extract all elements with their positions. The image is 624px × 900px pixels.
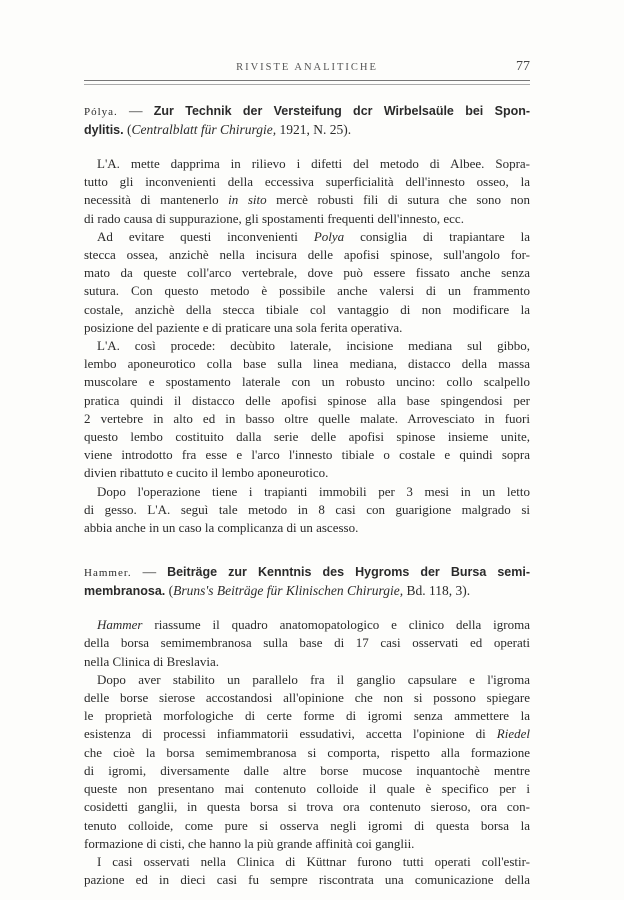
article-title-cont: membranosa. [84,584,166,599]
header-rule-thin [84,84,530,85]
page-body [84,102,530,889]
text-line: muscolare e spostamento laterale con un robusto uncino: collo scalpello [84,374,530,390]
text-line: tutto gli inconvenienti della eccessiva superficialità dell'innesto osseo, la [84,174,530,190]
text-line: che cioè la borsa semimembranosa si comporta, rispetto alla formazione [84,744,530,760]
text-line: formazione di cisti, che hanno la più grande affinità coi ganglii. [84,835,415,851]
header-rule [84,80,530,81]
paragraph [84,228,530,337]
text-line: cosidetti ganglii, in questa borsa si trova ora contenuto sieroso, ora con- [84,799,530,815]
paragraph [84,483,530,538]
article-author: Hammer. [84,567,132,580]
page-number: 77 [516,59,530,74]
text-line: Dopo l'operazione tiene i trapianti immobili per 3 mesi in un letto [97,483,530,499]
text-line: abbia anche in un caso la complicanza di un ascesso. [84,520,359,536]
text-line: viene introdotto fra esse e l'arco l'innesto tibiale o costale e quindi sopra [84,447,530,463]
article-title-cont: dylitis. [84,123,124,137]
text-line: Hammer riassume il quadro anatomopatologico e clinico della igroma [97,617,530,633]
text-line: di igromi, diversamente dalle altre borse mucose inquantochè mentre [84,762,530,778]
article-polya [84,102,530,537]
text-line: tenuto colloide, come pure si osserva negli igromi di questa borsa la [84,817,530,833]
article-title: Zur Technik der Versteifung dcr Wirbelsaüle bei Spon- [153,104,530,118]
text-line: Dopo aver stabilito un parallelo fra il ganglio capsulare e l'igroma [97,671,530,687]
text-line: L'A. così procede: decùbito laterale, incisione mediana sul gibbo, [97,338,530,354]
article-heading-cont: dylitis. (Centralblatt für Chirurgie, 1921, N. 25). [84,122,352,137]
article-heading: Pólya. — Zur Technik der Versteifung dcr Wirbelsaüle bei Spon- [84,103,530,118]
text-line: questo lembo costituito dalla serie delle apofisi spinose insieme unite, [84,429,530,445]
journal-title: Bruns's Beiträge für Klinischen Chirurgie, [173,583,404,599]
text-line: 2 vertebre in alto ed in basso oltre quelle malate. Arrovesciato in fuori [84,410,530,426]
text-line: delle borse sierose accostandosi all'opinione che non si possono spiegare [84,690,530,706]
paragraph [84,616,530,671]
text-line: sutura. Con questo metodo è possibile anche valersi di un frammento [84,283,530,299]
article-title: Beiträge zur Kenntnis des Hygroms der Bursa semi- [167,565,530,580]
text-line: le proprietà morfologiche di certe forme di igromi senza ammettere la [84,708,530,724]
text-line: di gesso. L'A. seguì tale metodo in 8 casi con guarigione malgrado si [84,501,530,517]
text-line: pratica quindi il distacco delle apofisi spinose alla base spingendosi per [84,392,530,408]
text-line: della borsa semimembranosa sulla base di 17 casi osservati ed operati [84,635,530,651]
article-author: Pólya. [84,106,118,118]
article-hammer [84,563,530,889]
text-line: nella Clinica di Breslavia. [84,653,220,669]
text-line: Ad evitare questi inconvenienti Polya consiglia di trapiantare la [97,228,530,244]
paragraph [84,155,530,228]
text-line: I casi osservati nella Clinica di Küttnar furono tutti operati coll'estir- [97,853,530,869]
text-line: pazione ed in dieci casi fu sempre riscontrata una comunicazione della [84,872,530,888]
text-line: di rado causa di suppurazione, gli spostamenti frequenti dell'innesto, ecc. [84,210,464,226]
text-line: queste non presentano mai contenuto colloide il quale è specifico per i [84,781,530,797]
text-line: posizione del paziente e di praticare una sola ferita operativa. [84,319,403,335]
paragraph [84,671,530,853]
article-heading: Hammer. — Beiträge zur Kenntnis des Hygroms der Bursa semi- [84,564,530,580]
paragraph [84,337,530,483]
text-line: lembo aponeurotico colla base sulla linea mediana, distacco della massa [84,356,530,372]
text-line: costale, anzichè della stecca tibiale col vantaggio di non modificare la [84,301,530,317]
text-line: mato da queste coll'arco vertebrale, dove può essere fissato anche senza [84,265,530,281]
page-header [84,59,530,80]
text-line: stecca ossea, anzichè nella incisura delle apofisi spinose, sull'angolo for- [84,247,530,263]
running-head: RIVISTE ANALITICHE [236,62,378,73]
journal-title: Centralblatt für Chirurgie, [131,122,277,137]
paragraph [84,853,530,889]
text-line: necessità di mantenerlo in sito mercè robusti fili di sutura che sono non [84,192,530,208]
article-heading-cont: membranosa. (Bruns's Beiträge für Klinischen Chirurgie, Bd. 118, 3). [84,583,471,599]
text-line: L'A. mette dapprima in rilievo i difetti del metodo di Albee. Sopra- [97,156,530,171]
text-line: divien ribattuto e cucito il lembo aponeurotico. [84,465,329,481]
text-line: esistenza di processi infiammatorii essudativi, accetta l'opinione di Riedel [84,726,530,742]
